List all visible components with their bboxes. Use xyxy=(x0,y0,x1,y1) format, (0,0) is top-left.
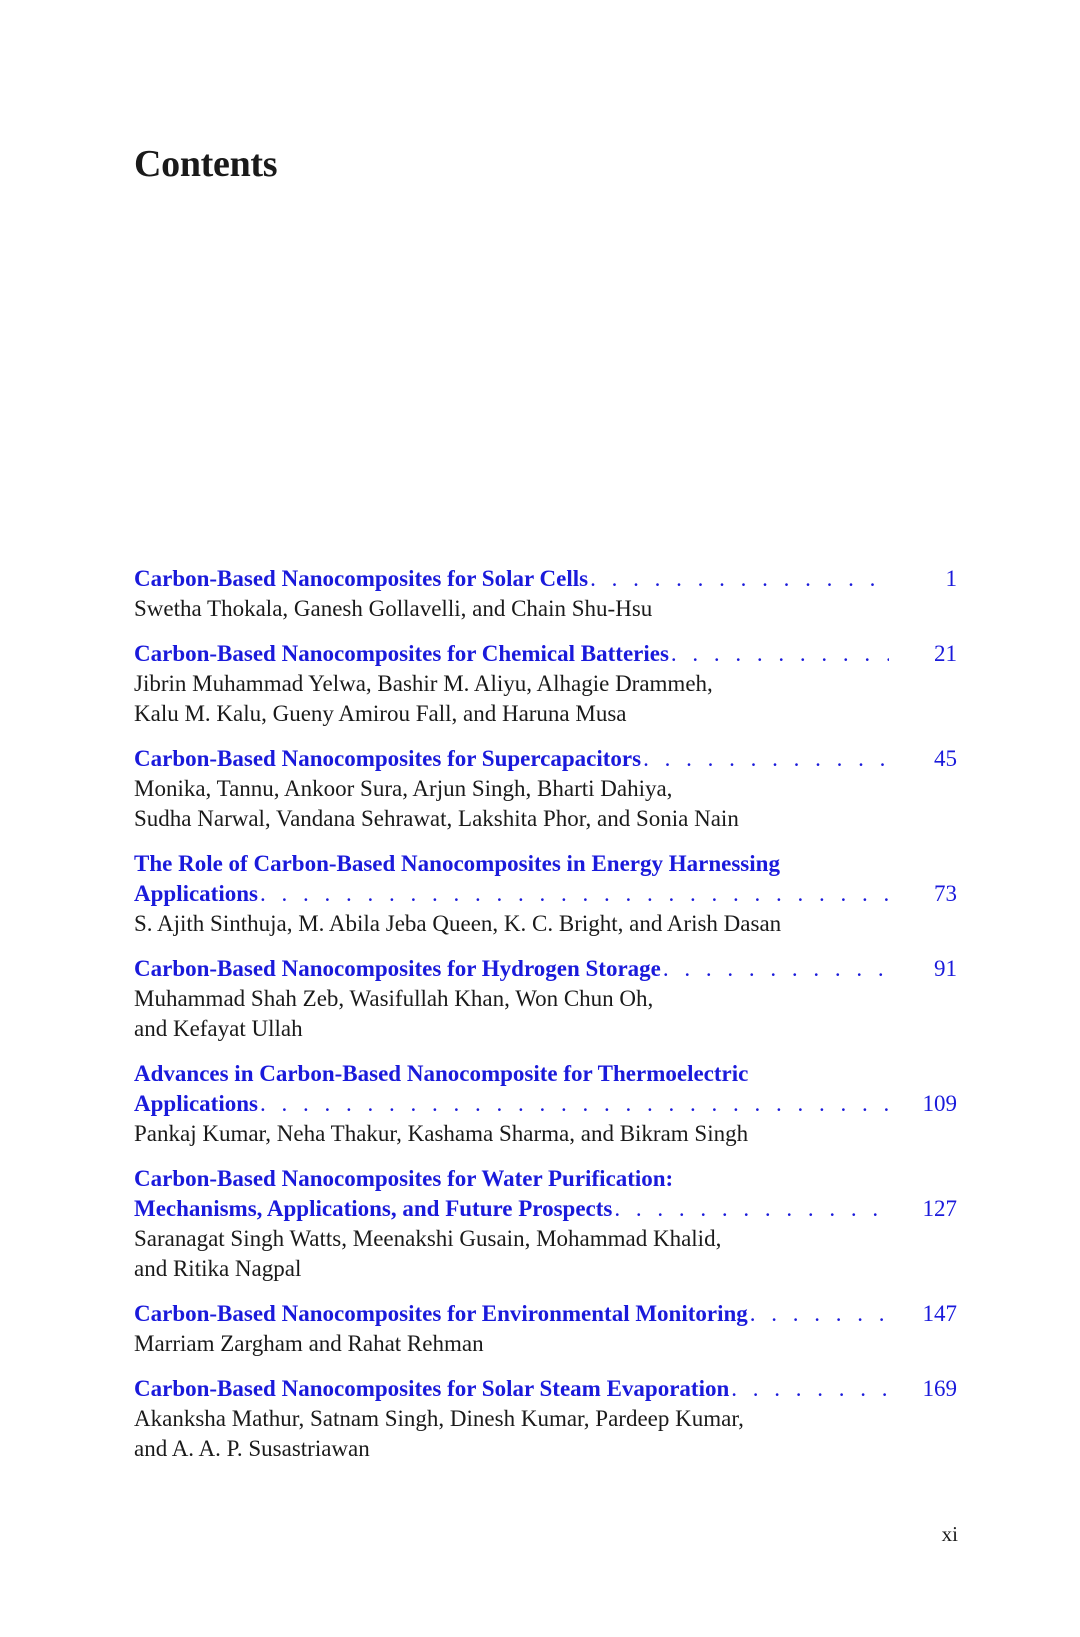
chapter-title-line[interactable]: Advances in Carbon-Based Nanocomposite for Thermoelectric xyxy=(134,1061,749,1086)
chapter-title-row xyxy=(134,1299,957,1329)
chapter-page-number[interactable]: 147 xyxy=(922,1301,957,1326)
toc-entry xyxy=(134,639,957,729)
author-line: Marriam Zargham and Rahat Rehman xyxy=(134,1331,484,1356)
toc-entry xyxy=(134,1164,957,1284)
chapter-authors xyxy=(134,594,957,624)
chapter-authors xyxy=(134,909,957,939)
dot-leader xyxy=(731,1374,889,1404)
chapter-page-number[interactable]: 21 xyxy=(934,641,957,666)
chapter-title-row xyxy=(134,954,957,984)
page-number-folio: xi xyxy=(941,1522,958,1546)
toc-entry xyxy=(134,564,957,624)
toc-entry xyxy=(134,1059,957,1149)
chapter-authors xyxy=(134,774,957,834)
chapter-page-number[interactable]: 45 xyxy=(934,746,957,771)
toc-entry xyxy=(134,1374,957,1464)
author-line: Monika, Tannu, Ankoor Sura, Arjun Singh, Bharti Dahiya, xyxy=(134,776,673,801)
author-line: Sudha Narwal, Vandana Sehrawat, Lakshita Phor, and Sonia Nain xyxy=(134,806,739,831)
author-line: Kalu M. Kalu, Gueny Amirou Fall, and Haruna Musa xyxy=(134,701,627,726)
dot-leader xyxy=(663,954,889,984)
author-line: S. Ajith Sinthuja, M. Abila Jeba Queen, K. C. Bright, and Arish Dasan xyxy=(134,911,782,936)
dot-leader xyxy=(614,1194,889,1224)
chapter-title-link[interactable]: Applications xyxy=(134,881,258,906)
author-line: and A. A. P. Susastriawan xyxy=(134,1436,370,1461)
chapter-title-row xyxy=(134,744,957,774)
chapter-title-row xyxy=(134,639,957,669)
dot-leader xyxy=(671,639,889,669)
chapter-authors xyxy=(134,1119,957,1149)
author-line: and Ritika Nagpal xyxy=(134,1256,302,1281)
dot-leader xyxy=(260,879,889,909)
table-of-contents xyxy=(134,564,957,1479)
chapter-page-number[interactable]: 169 xyxy=(922,1376,957,1401)
chapter-title-link[interactable]: Carbon-Based Nanocomposites for Solar Cells xyxy=(134,566,589,591)
author-line: Pankaj Kumar, Neha Thakur, Kashama Sharma, and Bikram Singh xyxy=(134,1121,749,1146)
chapter-page-number[interactable]: 1 xyxy=(945,566,957,591)
toc-entry xyxy=(134,1299,957,1359)
chapter-authors xyxy=(134,669,957,729)
chapter-title-row xyxy=(134,1374,957,1404)
dot-leader xyxy=(750,1299,889,1329)
chapter-title-link[interactable]: Carbon-Based Nanocomposites for Solar Steam Evaporation xyxy=(134,1376,730,1401)
chapter-title-row xyxy=(134,879,957,909)
chapter-authors xyxy=(134,1224,957,1284)
chapter-title-link[interactable]: Carbon-Based Nanocomposites for Hydrogen Storage xyxy=(134,956,661,981)
dot-leader xyxy=(643,744,889,774)
chapter-title-link[interactable]: Carbon-Based Nanocomposites for Environmental Monitoring xyxy=(134,1301,748,1326)
toc-entry xyxy=(134,849,957,939)
dot-leader xyxy=(590,564,889,594)
chapter-title-row xyxy=(134,564,957,594)
page-title: Contents xyxy=(134,143,278,185)
author-line: and Kefayat Ullah xyxy=(134,1016,303,1041)
chapter-title-line[interactable]: The Role of Carbon-Based Nanocomposites in Energy Harnessing xyxy=(134,851,780,876)
chapter-title-link[interactable]: Mechanisms, Applications, and Future Prospects xyxy=(134,1196,613,1221)
author-line: Muhammad Shah Zeb, Wasifullah Khan, Won Chun Oh, xyxy=(134,986,654,1011)
author-line: Swetha Thokala, Ganesh Gollavelli, and Chain Shu-Hsu xyxy=(134,596,653,621)
toc-entry xyxy=(134,744,957,834)
chapter-page-number[interactable]: 91 xyxy=(934,956,957,981)
dot-leader xyxy=(260,1089,889,1119)
author-line: Saranagat Singh Watts, Meenakshi Gusain, Mohammad Khalid, xyxy=(134,1226,722,1251)
chapter-title-link[interactable]: Carbon-Based Nanocomposites for Chemical Batteries xyxy=(134,641,669,666)
chapter-authors xyxy=(134,1329,957,1359)
chapter-title-row xyxy=(134,1089,957,1119)
toc-entry xyxy=(134,954,957,1044)
chapter-page-number[interactable]: 127 xyxy=(922,1196,957,1221)
chapter-authors xyxy=(134,984,957,1044)
author-line: Jibrin Muhammad Yelwa, Bashir M. Aliyu, Alhagie Drammeh, xyxy=(134,671,713,696)
chapter-title-row xyxy=(134,1194,957,1224)
chapter-title-link[interactable]: Carbon-Based Nanocomposites for Supercapacitors xyxy=(134,746,642,771)
chapter-page-number[interactable]: 109 xyxy=(922,1091,957,1116)
chapter-page-number[interactable]: 73 xyxy=(934,881,957,906)
author-line: Akanksha Mathur, Satnam Singh, Dinesh Kumar, Pardeep Kumar, xyxy=(134,1406,744,1431)
chapter-title-line[interactable]: Carbon-Based Nanocomposites for Water Purification: xyxy=(134,1166,674,1191)
chapter-authors xyxy=(134,1404,957,1464)
chapter-title-link[interactable]: Applications xyxy=(134,1091,258,1116)
